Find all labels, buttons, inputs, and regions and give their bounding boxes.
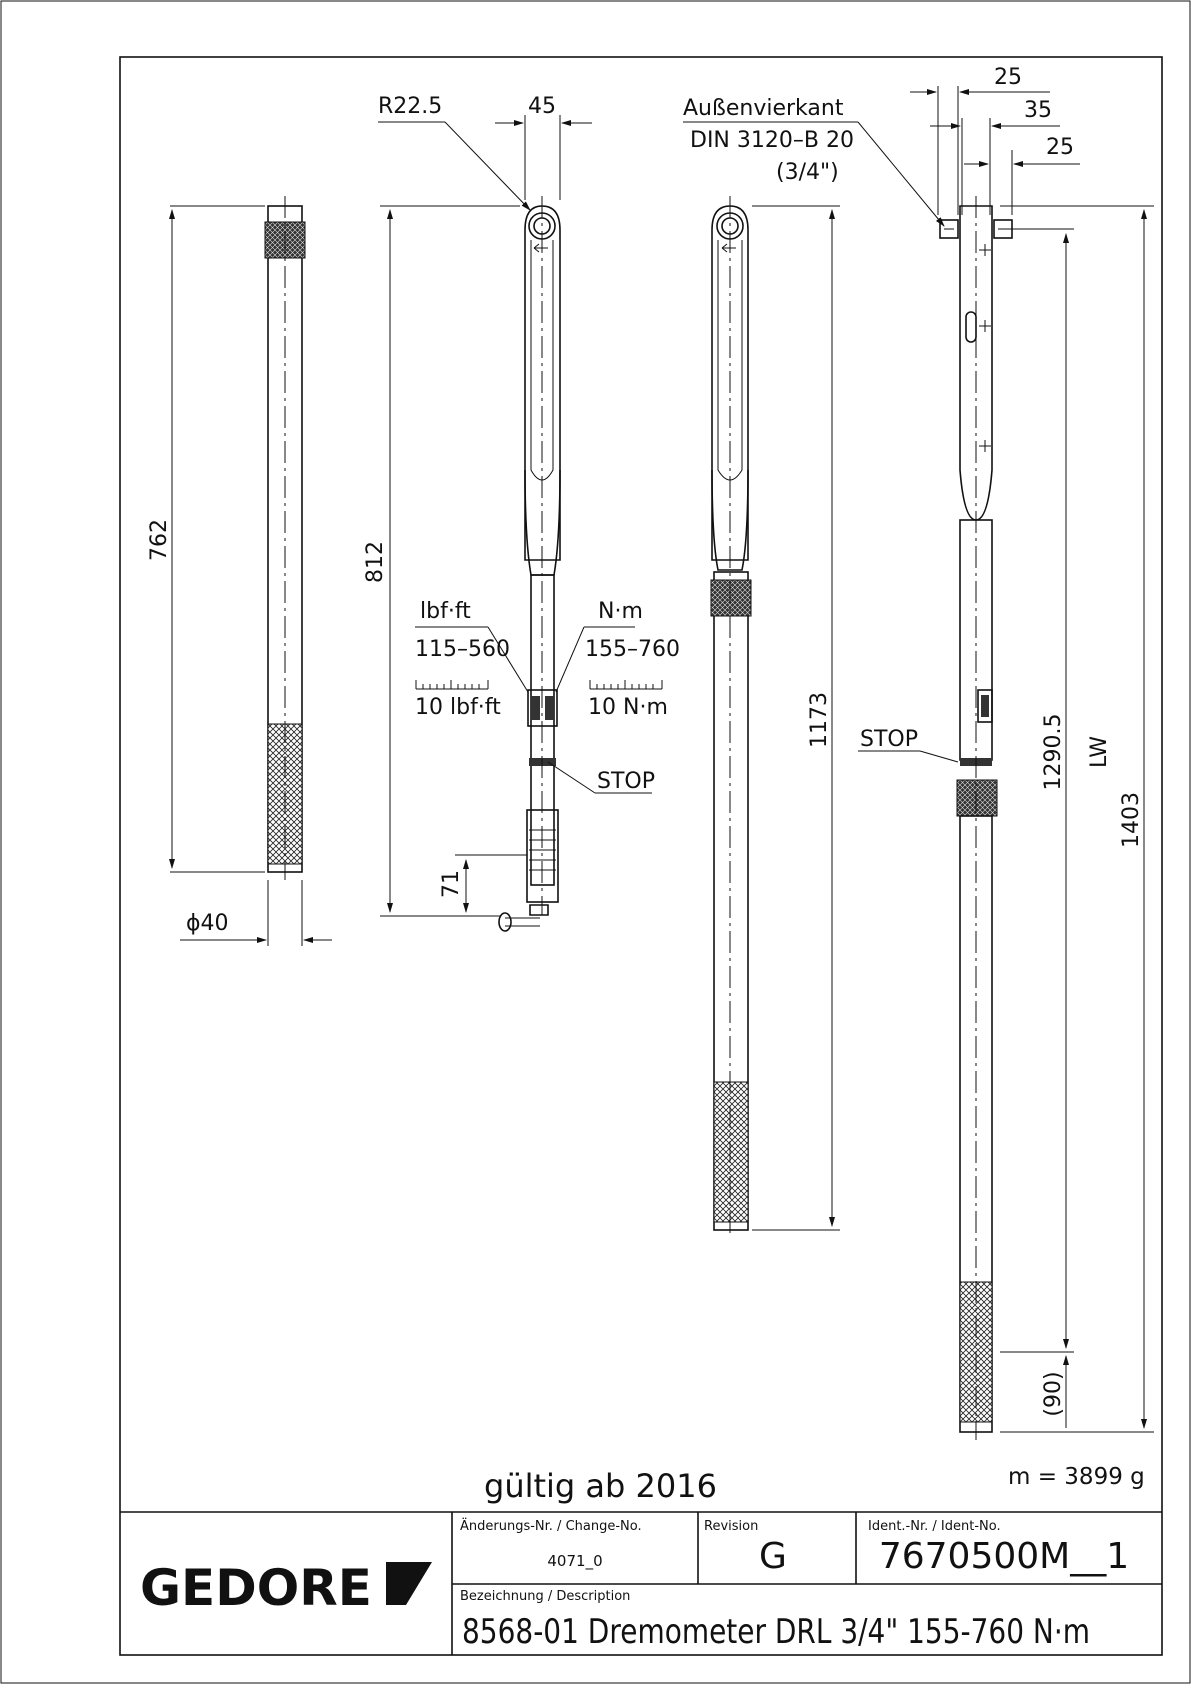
label-stop-1: STOP: [597, 769, 655, 794]
label-diameter-40: ϕ40: [186, 911, 229, 936]
dim-71: 71: [439, 870, 464, 898]
label-square-drive-3: (3/4"): [776, 160, 839, 185]
valid-from-note: gültig ab 2016: [484, 1467, 717, 1505]
label-lbf-scale: 10 lbf·ft: [415, 695, 501, 720]
view-extension-handle: [147, 196, 332, 946]
dim-90: (90): [1041, 1371, 1066, 1417]
dim-45: 45: [528, 94, 556, 119]
change-no-value: 4071_0: [547, 1552, 603, 1570]
revision-value: G: [759, 1536, 787, 1577]
description-label: Bezeichnung / Description: [460, 1589, 631, 1604]
label-stop-2: STOP: [860, 727, 918, 752]
dim-762: 762: [147, 519, 172, 561]
view-assembled-wrench: [711, 196, 840, 1238]
description-value: 8568-01 Dremometer DRL 3/4" 155-760 N·m: [462, 1612, 1090, 1652]
dim-25-lower: 25: [1046, 135, 1074, 160]
label-nm-range: 155–760: [585, 637, 680, 662]
page-border: [1, 1, 1190, 1683]
label-lbf-ft: lbf·ft: [420, 599, 471, 624]
nm-scale-ticks: [590, 680, 662, 689]
dim-1290-5: 1290.5: [1041, 713, 1066, 791]
ident-no-value: 7670500M__1: [878, 1536, 1130, 1577]
gedore-logo: [140, 1559, 432, 1617]
lbf-scale-ticks: [416, 680, 488, 689]
label-lbf-range: 115–560: [415, 637, 510, 662]
revision-label: Revision: [704, 1519, 759, 1534]
logo-text: GEDORE: [140, 1559, 372, 1617]
dim-812: 812: [363, 541, 388, 583]
title-block: [120, 1512, 1162, 1655]
view-side-full: [683, 65, 1154, 1440]
ident-no-label: Ident.-Nr. / Ident-No.: [868, 1519, 1001, 1534]
label-lw: LW: [1087, 736, 1112, 768]
label-nm: N·m: [598, 599, 643, 624]
dim-35: 35: [1024, 98, 1052, 123]
label-radius: R22.5: [378, 94, 443, 119]
mass-note: m = 3899 g: [1008, 1464, 1145, 1490]
dim-25-top: 25: [994, 65, 1022, 90]
view-wrench-head: [363, 94, 680, 931]
label-nm-scale: 10 N·m: [588, 695, 668, 720]
change-no-label: Änderungs-Nr. / Change-No.: [460, 1519, 642, 1534]
dim-1173: 1173: [807, 692, 832, 748]
dim-1403: 1403: [1119, 792, 1144, 848]
label-square-drive-1: Außenvierkant: [683, 96, 844, 121]
label-square-drive-2: DIN 3120–B 20: [690, 128, 854, 153]
